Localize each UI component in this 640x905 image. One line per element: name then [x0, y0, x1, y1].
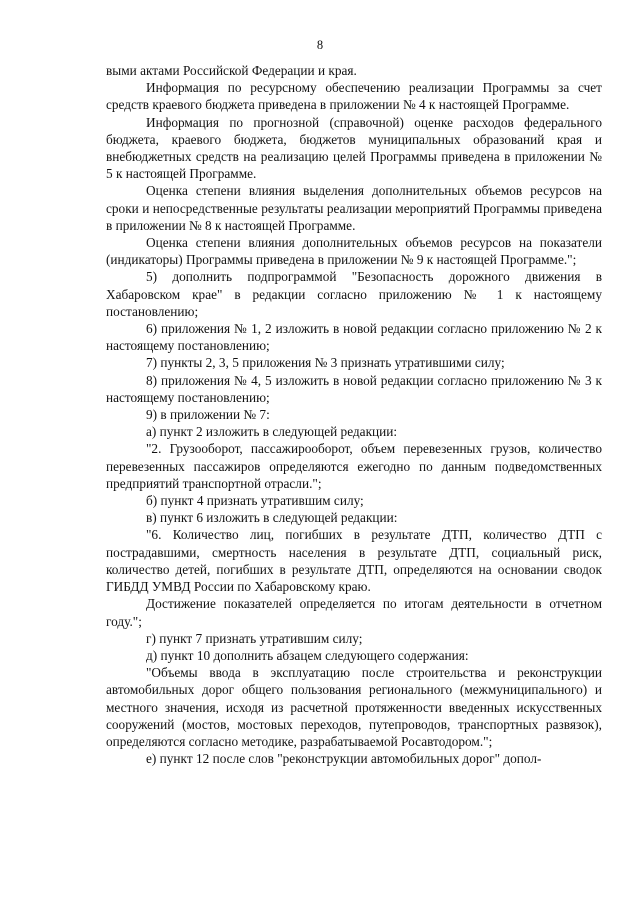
paragraph: Достижение показателей определяется по итогам деятельности в отчетном году.";: [106, 596, 602, 629]
body-text: [106, 62, 602, 767]
paragraph: 9) в приложении № 7:: [146, 407, 270, 423]
paragraph: б) пункт 4 признать утратившим силу;: [146, 493, 364, 509]
paragraph: 7) пункты 2, 3, 5 приложения № 3 признать утратившими силу;: [146, 355, 505, 371]
paragraph: г) пункт 7 признать утратившим силу;: [146, 630, 363, 646]
page-number: 8: [316, 38, 324, 52]
paragraph: в) пункт 6 изложить в следующей редакции:: [146, 510, 398, 526]
paragraph: "6. Количество лиц, погибших в результате ДТП, количество ДТП с пострадавшими, смертность населения в результате ДТП, социальный риск, количество детей, погибших в результате ДТП, определяются на основании сводок ГИБДД УМВД России по Хабаровскому краю.: [106, 527, 602, 595]
paragraph: Оценка степени влияния выделения дополнительных объемов ресурсов на сроки и непосредственные результаты реализации мероприятий Программы приведена в приложении № 8 к настоящей Программе.: [106, 183, 602, 233]
paragraph: 8) приложения № 4, 5 изложить в новой редакции согласно приложению № 3 к настоящему постановлению;: [106, 372, 602, 405]
paragraph: 5) дополнить подпрограммой "Безопасность дорожного движения в Хабаровском крае" в редакции согласно приложению № 1 к настоящему постановлению;: [106, 269, 602, 319]
paragraph: е) пункт 12 после слов "реконструкции автомобильных дорог" допол-: [146, 751, 542, 767]
paragraph: "Объемы ввода в эксплуатацию после строительства и реконструкции автомобильных дорог общего пользования регионального (межмуниципального) и местного значения, исходя из расчетной протяженности введенных искусственных сооружений (мостов, мостовых переходов, путепроводов, транспортных развязок), определяются согласно методике, разрабатываемой Росавтодором.";: [106, 665, 602, 749]
paragraph: Оценка степени влияния дополнительных объемов ресурсов на показатели (индикаторы) Программы приведена в приложении № 9 к настоящей Программе.";: [106, 235, 602, 268]
paragraph: 6) приложения № 1, 2 изложить в новой редакции согласно приложению № 2 к настоящему постановлению;: [106, 321, 602, 354]
paragraph: выми актами Российской Федерации и края.: [106, 63, 357, 78]
paragraph: "2. Грузооборот, пассажирооборот, объем перевезенных грузов, количество перевезенных пассажиров определяются ежегодно по данным подведомственных предприятий транспортной отрасли.";: [106, 441, 602, 491]
paragraph: Информация по прогнозной (справочной) оценке расходов федерального бюджета, краевого бюджета, бюджетов муниципальных образований края и внебюджетных средств на реализацию целей Программы приведена в приложении № 5 к настоящей Программе.: [106, 114, 602, 182]
paragraph: Информация по ресурсному обеспечению реализации Программы за счет средств краевого бюджета приведена в приложении № 4 к настоящей Программе.: [106, 80, 602, 113]
paragraph: д) пункт 10 дополнить абзацем следующего содержания:: [146, 647, 469, 663]
paragraph: а) пункт 2 изложить в следующей редакции:: [146, 424, 398, 440]
